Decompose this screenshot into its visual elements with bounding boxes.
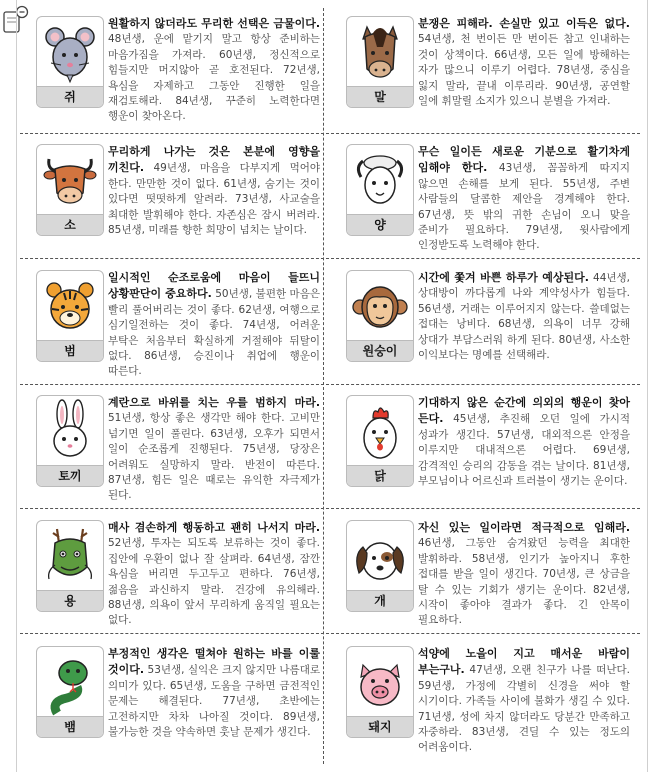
zodiac-cell-horse [336,10,632,126]
zodiac-cell-tiger [26,264,322,380]
fortune-text [336,520,630,629]
fortune-headline: 무리하게 나가는 것은 본분에 영향을 끼친다. [108,145,320,175]
zodiac-cell-rabbit [26,389,322,505]
animal-name: 말 [347,86,413,107]
fortune-headline: 석양에 노을이 지고 매서운 바람이 부는구나. [418,647,630,677]
row-divider [20,258,640,259]
fortune-body: 46년생, 그동안 숨겨왔던 능력을 최대한 발휘하라. 58년생, 인기가 높아지니 후한 접대를 받을 일이 생긴다. 70년생, 큰 상금을 탈 수 있는 기회가 생기는 운이다. 82년생, 시작이 좋아야 결과가 좋다. 긴 안목이 필요하다. [418,537,630,627]
fortune-headline: 기대하지 않은 순간에 의외의 행운이 찾아 든다. [418,396,630,426]
fortune-headline: 분쟁은 피해라. 손실만 있고 이득은 없다. [418,17,630,30]
animal-name: 뱀 [37,716,103,737]
fortune-text [26,395,320,504]
fortune-headline: 계란으로 바위를 치는 우를 범하지 마라. [108,396,320,409]
fortune-body: 50년생, 불편한 마음은 빨리 풀어버리는 것이 좋다. 62년생, 여행으로 심기일전하는 것이 좋다. 74년생, 어려운 부탁은 처음부터 확실하게 거절해야 뒤탈이 없다. 86년생, 승진이나 취업에 행운이 따른다. [108,288,320,378]
animal-name: 범 [37,340,103,361]
fortune-text [26,520,320,629]
animal-name: 양 [347,214,413,235]
zodiac-cell-sheep [336,138,632,254]
row-divider [20,633,640,634]
row-divider [20,508,640,509]
fortune-headline: 부정적인 생각은 떨쳐야 원하는 바를 이룰 것이다. [108,647,320,677]
fortune-text [26,144,320,244]
fortune-body: 53년생, 실익은 크지 않지만 나름대로 의미가 있다. 65년생, 도움을 구하면 금전적인 문제는 해결된다. 77년생, 초반에는 고전하지만 차차 나아질 것이다. 89년생, 불가능한 것을 약속하면 훗날 문제가 생긴다. [108,664,320,739]
fortune-body: 48년생, 운에 맡기지 말고 항상 준비하는 마음가짐을 가져라. 60년생, 정신적으로 힘들지만 머지않아 곧 호전된다. 72년생, 욕심을 자제하고 그동안 진행한 일을 재검토해라. 84년생, 꾸준히 노력한다면 행운이 찾아온다. [108,33,320,123]
fortune-headline: 매사 겸손하게 행동하고 괜히 나서지 마라. [108,521,320,534]
zodiac-cell-rat [26,10,322,126]
animal-name: 토끼 [37,465,103,486]
animal-name: 닭 [347,465,413,486]
fortune-headline: 자신 있는 일이라면 적극적으로 임해라. [418,521,630,534]
zodiac-cell-rooster [336,389,632,505]
fortune-body: 45년생, 추진해 오던 일에 가시적 성과가 생긴다. 57년생, 대외적으론 안정을 이루지만 대내적으론 어렵다. 69년생, 감격적인 승리의 감동을 겪는 날이다. 81년생, 부모님이나 어르신과 트러블이 생기는 운이다. [418,413,631,488]
fortune-text [26,16,320,125]
fortune-text [336,144,630,254]
animal-name: 쥐 [37,86,103,107]
fortune-text [336,395,630,495]
zodiac-cell-monkey [336,264,632,380]
fortune-text [26,646,320,746]
row-divider [20,133,640,134]
fortune-headline: 무슨 일이든 새로운 기분으로 활기차게 임해야 한다. [418,145,630,175]
fortune-body: 43년생, 꼼꼼하게 따지지 않으면 손해를 보게 된다. 55년생, 주변 사람들의 달콤한 제안을 경계해야 한다. 67년생, 뜻 밖의 귀한 손님이 오니 맞을 준비가 필요하다. 79년생, 윗사람에게 인정받도록 노력해야 한다. [418,162,631,252]
fortune-body: 52년생, 투자는 되도록 보류하는 것이 좋다. 집안에 우환이 없나 잘 살펴라. 64년생, 잠깐 욕심을 버리면 두고두고 편하다. 76년생, 젊음을 과신하지 말라. 건강에 유의해라. 88년생, 의욕이 앞서 무리하게 움직일 필요는 없다. [108,537,320,627]
row-divider [20,384,640,385]
fortune-body: 47년생, 오랜 친구가 나를 떠난다. 59년생, 가정에 각별히 신경을 써야 할 시기이다. 가족들 사이에 불화가 생길 수 있다. 71년생, 성에 차지 않더라도 당분간 만족하고 자중하라. 83년생, 견딜 수 있는 정도의 어려움이다. [418,664,630,754]
zodiac-cell-pig [336,640,632,756]
fortune-headline: 원활하지 않더라도 무리한 선택은 금물이다. [108,17,320,30]
fortune-body: 44년생, 상대방이 까다롭게 나와 계약성사가 힘들다. 56년생, 거래는 이루어지지 않는다. 쓸데없는 접대는 낭비다. 68년생, 의욕이 너무 강해 상대가 부담스러워 하게 된다. 80년생, 사소한 이익보다는 명예를 선택해라. [418,272,631,362]
fortune-text [336,270,630,370]
animal-name: 원숭이 [347,340,413,361]
animal-name: 개 [347,590,413,611]
zodiac-cell-dog [336,514,632,630]
fortune-headline: 일시적인 순조로움에 마음이 들뜨니 상황판단이 중요하다. [108,271,320,301]
zodiac-cell-ox [26,138,322,254]
fortune-body: 49년생, 마음을 다부지게 먹어야 한다. 만만한 것이 없다. 61년생, 숨기는 것이 있다면 떳떳하게 알려라. 73년생, 사교술을 최대한 발휘해야 한다. 자존심은 잠시 버려라. 85년생, 미래를 향한 희망이 넘치는 날이다. [108,162,320,237]
fortune-text [336,16,630,116]
animal-name: 돼지 [347,716,413,737]
zodiac-cell-snake [26,640,322,756]
fortune-headline: 시간에 쫓겨 바쁜 하루가 예상된다. [418,271,589,284]
column-divider [323,8,324,764]
fortune-text [336,646,630,756]
animal-name: 소 [37,214,103,235]
fortune-body: 51년생, 항상 좋은 생각만 해야 한다. 고비만 넘기면 일이 풀린다. 63년생, 오후가 되면서 일이 순조롭게 진행된다. 75년생, 당장은 어려워도 실망하지 말라. 반전이 따른다. 87년생, 힘든 일은 때로는 유익한 자극제가 된다. [108,412,320,502]
fortune-body: 54년생, 천 번이든 만 번이든 참고 인내하는 것이 상책이다. 66년생, 모든 일에 방해하는 자가 많으니 이루기 어렵다. 78년생, 중심을 잃지 말라, 끝내 이루리라. 90년생, 공연할 일에 휘말릴 소지가 있으니 분별을 가져라. [418,33,630,108]
zodiac-cell-dragon [26,514,322,630]
fortune-text [26,270,320,380]
animal-name: 용 [37,590,103,611]
